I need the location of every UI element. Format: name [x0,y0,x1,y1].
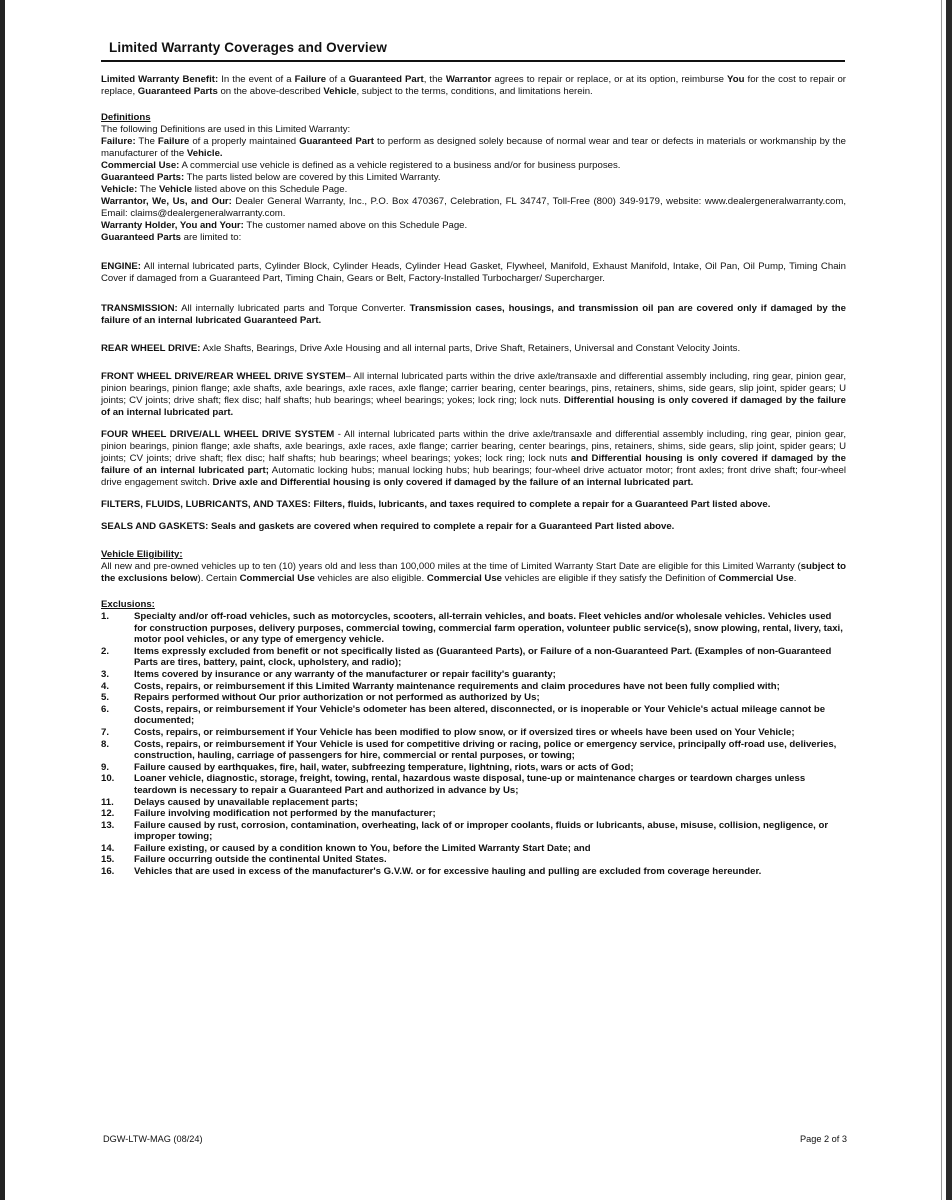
exclusion-text: Failure existing, or caused by a condition known to You, before the Limited Warranty Start Date; and [134,842,591,854]
exclusion-text: Delays caused by unavailable replacement parts; [134,796,358,808]
exclusion-text: Failure involving modification not performed by the manufacturer; [134,808,436,820]
definitions-intro: The following Definitions are used in this Limited Warranty: [101,124,351,135]
exclusion-number: 1. [101,611,110,622]
definition-warranty-holder: Warranty Holder, You and Your: The customer named above on this Schedule Page. [101,220,468,231]
page-footer [103,1134,847,1144]
exclusion-text: Vehicles that are used in excess of the manufacturer's G.V.W. or for excessive hauling and pulling are excluded from coverage hereunder. [134,866,762,878]
exclusion-number: 16. [101,866,115,878]
exclusion-item [101,646,846,669]
filters-coverage: FILTERS, FLUIDS, LUBRICANTS, AND TAXES: Filters, fluids, lubricants, and taxes required to complete a repair for a Guaranteed Part listed above. [101,499,771,510]
form-id: DGW-LTW-MAG (08/24) [103,1134,203,1144]
exclusion-number: 11. [101,796,114,808]
exclusion-number: 15. [101,854,115,866]
exclusions-section [101,599,846,878]
exclusion-item [101,797,846,809]
definition-warrantor: Warrantor, We, Us, and Our: Dealer General Warranty, Inc., P.O. Box 470367, Celebration, FL 34747, Toll-Free (800) 349-9179, website: www.dealergeneralwarranty.com, Email: claims@dealergeneralwarranty.com. [101,196,846,219]
definition-guaranteed-parts: Guaranteed Parts: The parts listed below are covered by this Limited Warranty. [101,172,441,183]
exclusion-item [101,669,846,681]
exclusion-number: 2. [101,645,110,657]
exclusion-item [101,611,846,646]
definition-failure: Failure: The Failure of a properly maintained Guaranteed Part to perform as designed solely because of normal wear and tear or defects in materials or workmanship by the manufacturer of the Vehicle. [101,136,846,159]
exclusion-text: Costs, repairs, or reimbursement if Your Vehicle's odometer has been altered, disconnected, or is inoperable or Your Vehicle's actual mileage cannot be documented; [134,703,826,727]
eligibility-section [101,549,846,585]
exclusion-item [101,739,846,762]
definition-vehicle: Vehicle: The Vehicle listed above on this Schedule Page. [101,184,348,195]
definition-commercial-use: Commercial Use: A commercial use vehicle is defined as a vehicle registered to a business and/or for business purposes. [101,160,621,171]
exclusions-list [101,611,846,878]
exclusion-number: 14. [101,842,115,854]
scan-edge-left [0,0,5,1200]
exclusion-item [101,727,846,739]
exclusion-item [101,692,846,704]
scan-edge-right [946,0,952,1200]
engine-coverage: ENGINE: All internal lubricated parts, Cylinder Block, Cylinder Heads, Cylinder Head Gasket, Flywheel, Manifold, Exhaust Manifold, Intake, Oil Pan, Oil Pump, Timing Chain Cover if damaged from a Guaranteed Part, Timing Chain, Gears or Belt, Factory-Installed Turbocharger/ Supercharger. [101,261,846,284]
eligibility-text: All new and pre-owned vehicles up to ten (10) years old and less than 100,000 miles at the time of Limited Warranty Start Date are eligible for this Limited Warranty (subject to the exclusions below). Certain Commercial Use vehicles are also eligible. Commercial Use vehicles are eligible if they satisfy the Definition of Commercial Use. [101,561,847,584]
exclusion-text: Loaner vehicle, diagnostic, storage, freight, towing, rental, hazardous waste disposal, tune-up or maintenance charges or teardown charges unless teardown is necessary to repair a Guaranteed Part and authorized in advance by Us; [134,773,806,796]
exclusion-number: 8. [101,738,110,750]
eligibility-heading: Vehicle Eligibility: [101,549,183,560]
exclusion-item [101,854,846,866]
exclusion-number: 10. [101,773,115,785]
guaranteed-parts-limited: Guaranteed Parts are limited to: [101,232,242,243]
exclusion-item [101,773,846,796]
scan-edge-line [941,0,942,1200]
exclusion-number: 9. [101,761,110,773]
four-wheel-drive-coverage: FOUR WHEEL DRIVE/ALL WHEEL DRIVE SYSTEM - All internal lubricated parts within the drive axle/transaxle and differential assembly including, ring gear, pinion gear, pinion bearings, pinion flange; axle shafts, axle bearings, axle races, axle flange; carrier bearing, center bearings, pins, retainers, shims, side gears, slip joint, spider gears; U joints; CV joints; drive shaft; flex disc; half shafts; hub bearings; wheel bearings; yokes; lock ring; lock nuts and Differential housing is only covered if damaged by the failure of an internal lubricated part; Automatic locking hubs; manual locking hubs; hub bearings; four-wheel drive actuator motor; front axles; front drive shaft; four-wheel drive engagement switch. Drive axle and Differential housing is only covered if damaged by the failure of an internal lubricated part. [101,429,847,488]
front-wheel-drive-coverage: FRONT WHEEL DRIVE/REAR WHEEL DRIVE SYSTEM– All internal lubricated parts within the drive axle/transaxle and differential assembly including, ring gear, pinion gear, pinion bearings, pinion flange; axle shafts, axle bearings, axle races, axle flange; carrier bearing, center bearings, pins, retainers, shims, side gears, slip joint, spider gears; U joints; CV joints; drive shaft; flex disc; half shafts; hub bearings; wheel bearings; yokes; lock ring; lock nuts. Differential housing is only covered if damaged by the failure of an internal lubricated part. [101,371,847,418]
exclusion-item [101,808,846,820]
exclusion-item [101,843,846,855]
exclusion-number: 7. [101,726,110,738]
exclusion-text: Items expressly excluded from benefit or not specifically listed as (Guaranteed Parts), or Failure of a non-Guaranteed Part. (Examples of non-Guaranteed Parts are tires, battery, paint, clock, upholstery, and radio); [134,645,832,669]
exclusion-text: Costs, repairs, or reimbursement if Your Vehicle has been modified to plow snow, or if oversized tires or wheels have been used on Your Vehicle; [134,726,795,738]
exclusion-number: 3. [101,668,110,680]
exclusion-number: 12. [101,808,115,820]
exclusion-text: Failure caused by rust, corrosion, contamination, overheating, lack of or improper coolants, fluids or lubricants, abuse, misuse, collision, negligence, or improper towing; [134,819,829,843]
transmission-coverage: TRANSMISSION: All internally lubricated parts and Torque Converter. Transmission cases, housings, and transmission oil pan are covered only if damaged by the failure of an internal lubricated Guaranteed Part. [101,303,846,326]
exclusion-text: Items covered by insurance or any warranty of the manufacturer or repair facility's guaranty; [134,668,556,680]
exclusion-number: 13. [101,819,115,831]
exclusion-text: Costs, repairs, or reimbursement if Your Vehicle is used for competitive driving or racing, police or emergency service, principally off-road use, deliveries, construction, hauling, carriage of passengers for hire, commercial or rental purposes, or towing; [134,738,837,762]
exclusion-number: 5. [101,692,110,704]
definitions-section [101,112,846,244]
exclusion-item [101,704,846,727]
exclusion-text: Failure occurring outside the continental United States. [134,854,387,866]
definitions-heading: Definitions [101,112,151,123]
page-title: Limited Warranty Coverages and Overview [109,40,387,55]
exclusion-item [101,820,846,843]
exclusion-number: 4. [101,680,110,692]
exclusions-heading: Exclusions: [101,599,155,610]
page-number: Page 2 of 3 [800,1134,847,1144]
exclusion-text: Failure caused by earthquakes, fire, hail, water, subfreezing temperature, lightning, riots, wars or acts of God; [134,761,634,773]
exclusion-item [101,762,846,774]
document-page [101,40,846,878]
exclusion-item [101,866,846,878]
benefit-paragraph: Limited Warranty Benefit: In the event of a Failure of a Guaranteed Part, the Warrantor agrees to repair or replace, or at its option, reimburse You for the cost to repair or replace, Guaranteed Parts on the above-described Vehicle, subject to the terms, conditions, and limitations herein. [101,74,846,97]
rear-wheel-drive-coverage: REAR WHEEL DRIVE: Axle Shafts, Bearings, Drive Axle Housing and all internal parts, Drive Shaft, Retainers, Universal and Constant Velocity Joints. [101,343,741,354]
exclusion-text: Specialty and/or off-road vehicles, such as motorcycles, scooters, all-terrain vehicles, and boats. Fleet vehicles and/or wholesale vehicles. Vehicles used for construction purposes, delivery purposes, commercial towing, commercial farm operation, volunteer public service(s), snow plowing, rental, livery, taxi, motor pool vehicles, or any type of emergency vehicle. [134,611,843,646]
title-rule [101,60,845,62]
exclusion-text: Costs, repairs, or reimbursement if this Limited Warranty maintenance requirements and claim procedures have not been fully complied with; [134,680,780,692]
seals-coverage: SEALS AND GASKETS: Seals and gaskets are covered when required to complete a repair for a Guaranteed Part listed above. [101,521,675,532]
exclusion-item [101,681,846,693]
exclusion-text: Repairs performed without Our prior authorization or not performed as authorized by Us; [134,692,540,704]
exclusion-number: 6. [101,703,110,715]
